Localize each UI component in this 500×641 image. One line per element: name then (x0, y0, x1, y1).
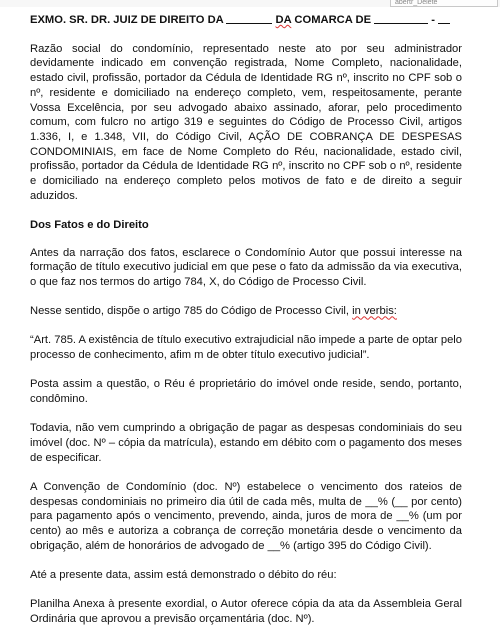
document-heading (30, 12, 462, 28)
toolbar-strip (0, 0, 500, 7)
comarca-blank (374, 12, 428, 24)
section-title: Dos Fatos e do Direito (30, 218, 149, 231)
heading-part-2: DA (275, 14, 292, 26)
heading-part-3: COMARCA DE (294, 14, 372, 26)
heading-part-4: - (431, 14, 436, 26)
paragraph-2-text: Nesse sentido, dispõe o artigo 785 do Código de Processo Civil, (30, 305, 350, 318)
heading-part-1: EXMO. SR. DR. JUIZ DE DIREITO DA (30, 14, 224, 26)
paragraph-3: “Art. 785. A existência de título executivo extrajudicial não impede a parte de optar pelo processo de conhecimento, afim m de obter título executivo judicial”. (30, 334, 462, 362)
document-body (30, 12, 462, 641)
paragraph-6: A Convenção de Condomínio (doc. Nº) estabelece o vencimento dos rateios de despesas condominiais no primeiro dia útil de cada mês, multa de __% (__ por cento) para pagamento após o vencimento, prevendo, ainda, juros de mora de __% (um por cento) ao mês e autoriza a cobrança de correção monetária desde o vencimento da obrigação, além de honorários de advogado de __% (artigo 395 do Código Civil). (30, 480, 462, 552)
verbis-text: in verbis: (352, 305, 397, 318)
paragraph-7: Até a presente data, assim está demonstrado o débito do réu: (30, 568, 337, 581)
paragraph-2 (30, 304, 462, 319)
intro-paragraph: Razão social do condomínio, representado neste ato por seu administrador devidamente indicado em convenção registrada, Nome Completo, nacionalidade, estado civil, profissão, portador da Cédula de Identidade RG nº, inscrito no CPF sob o nº, residente e domiciliado na endereço completo, vem, respeitosamente, perante Vossa Excelência, por seu advogado abaixo assinado, aforar, pelo procedimento comum, com fulcro no artigo 319 e seguintes do Código de Processo Civil, artigos 1.336, I, e 1.348, VII, do Código Civil, AÇÃO DE COBRANÇA DE DESPESAS CONDOMINIAIS, em face de Nome Completo do Réu, nacionalidade, estado civil, profissão, portador da Cédula de Identidade RG nº, inscrito no CPF sob o nº, residente e domiciliado na endereço completo pelos motivos de fato e de direito a seguir aduzidos. (30, 42, 462, 202)
paragraph-8: Planilha Anexa à presente exordial, o Autor oferece cópia da ata da Assembleia Geral Ordinária que aprovou a previsão orçamentária (doc. Nº). (30, 598, 462, 625)
toolbar-tab[interactable]: abertr_Delete (390, 0, 498, 7)
paragraph-4: Posta assim a questão, o Réu é proprietário do imóvel onde reside, sendo, portanto, condômino. (30, 378, 462, 406)
paragraph-5: Todavia, não vem cumprindo a obrigação de pagar as despesas condominiais do seu imóvel (doc. Nº – cópia da matrícula), estando em débito com o pagamento dos meses de especificar. (30, 422, 462, 464)
state-blank (438, 12, 450, 24)
court-blank (226, 12, 272, 24)
paragraph-1: Antes da narração dos fatos, esclarece o Condomínio Autor que possui interesse na formação de título executivo judicial em que pese o fato da admissão da via executiva, o que faz nos termos do artigo 784, X, do Código de Processo Civil. (30, 246, 462, 289)
